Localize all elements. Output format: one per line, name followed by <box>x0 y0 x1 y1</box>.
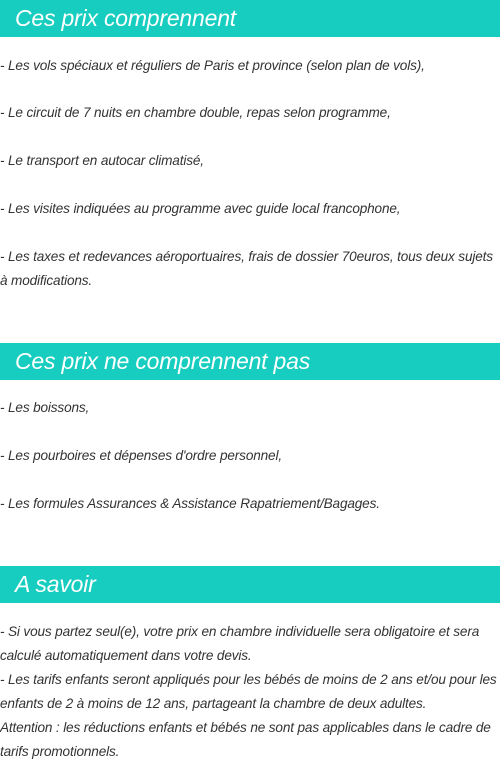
section-header-included: Ces prix comprennent <box>0 0 500 37</box>
list-item: - Les taxes et redevances aéroportuaires, frais de dossier 70euros, tous deux sujets à modifications. <box>0 249 493 288</box>
list-item: - Les pourboires et dépenses d'ordre personnel, <box>0 448 282 463</box>
list-item: - Les boissons, <box>0 400 90 415</box>
list-item: - Le transport en autocar climatisé, <box>0 153 204 168</box>
list-item: - Si vous partez seul(e), votre prix en chambre individuelle sera obligatoire et sera calculé automatiquement dans votre devis. <box>0 624 480 663</box>
list-item: Attention : les réductions enfants et bébés ne sont pas applicables dans le cadre de tarifs promotionnels. <box>0 720 491 759</box>
section-header-not-included: Ces prix ne comprennent pas <box>0 343 500 380</box>
section-header-good-to-know: A savoir <box>0 566 500 603</box>
list-item: - Les vols spéciaux et réguliers de Paris et province (selon plan de vols), <box>0 58 425 73</box>
list-item: - Les tarifs enfants seront appliqués pour les bébés de moins de 2 ans et/ou pour les enfants de 2 à moins de 12 ans, partageant la chambre de deux adultes. <box>0 672 497 711</box>
list-item: - Le circuit de 7 nuits en chambre double, repas selon programme, <box>0 105 391 120</box>
list-item: - Les visites indiquées au programme avec guide local francophone, <box>0 201 401 216</box>
list-item: - Les formules Assurances & Assistance Rapatriement/Bagages. <box>0 496 380 511</box>
